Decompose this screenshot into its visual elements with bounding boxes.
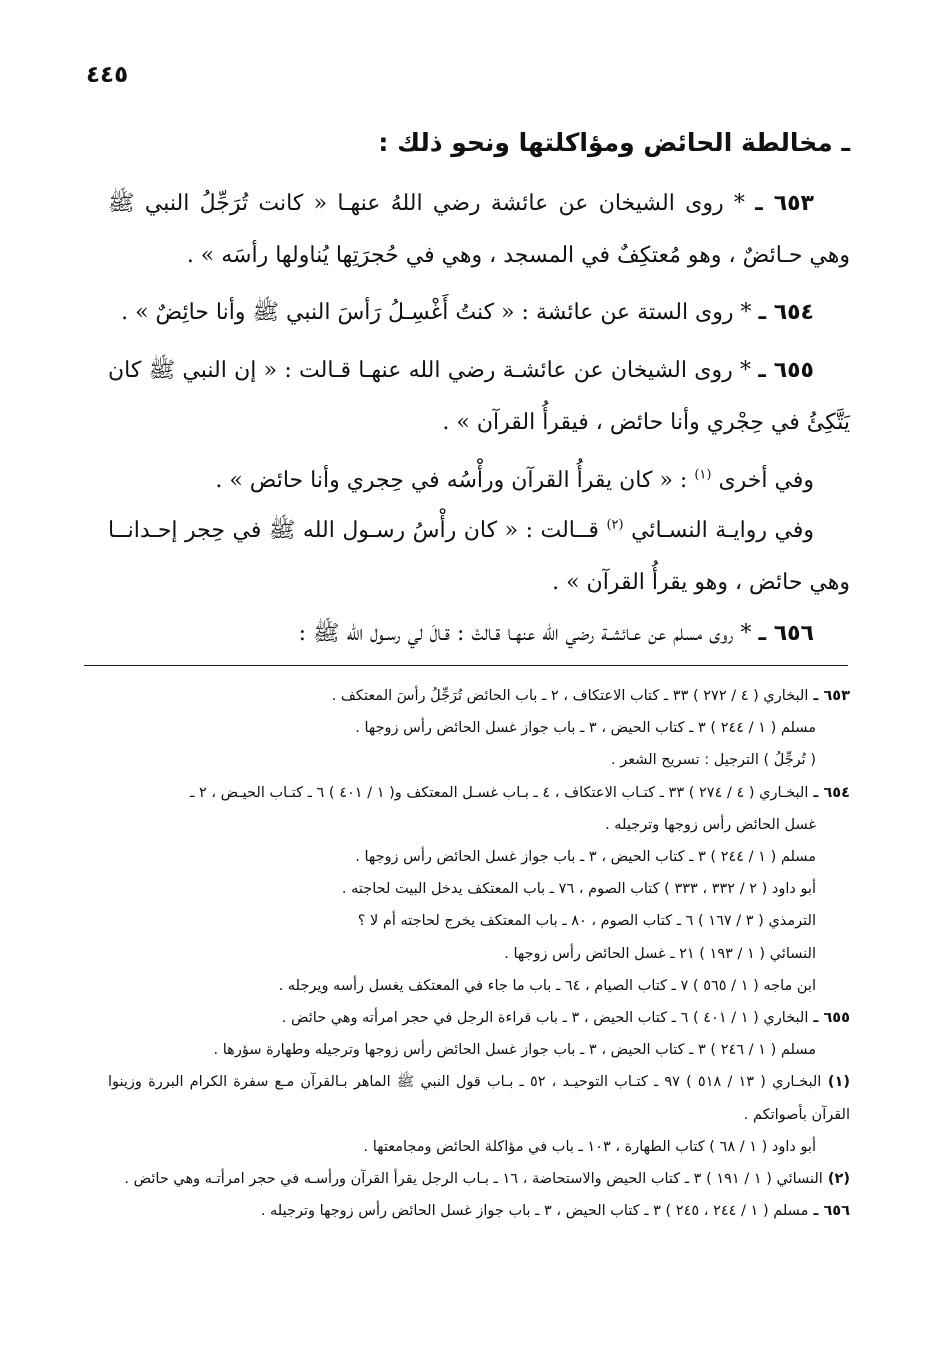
- footnote-text: ( تُرجِّلُ ) الترجيل : تسريح الشعر .: [611, 752, 816, 769]
- hadith-number: ٦٥٤ ـ: [758, 300, 814, 325]
- footnote-text: النسائي ( ١ / ١٩١ ) ٣ ـ كتاب الحيض والاستحاضة ، ١٦ ـ بـاب الرجل يقرأ القرآن ورأسـه في حجر امرأتـه وهي حائض .: [124, 1171, 823, 1188]
- footnote-line: [108, 1066, 850, 1130]
- other-narration: [108, 455, 850, 507]
- footnote-text: أبو داود ( ٢ / ٣٣٢ ، ٣٣٣ ) كتاب الصوم ، ٧٦ ـ باب المعتكف يدخل البيت لحاجته .: [341, 881, 816, 898]
- hadith-number: ٦٥٦ ـ: [758, 621, 814, 646]
- footnote-line: [108, 777, 850, 809]
- footnote-line: [108, 938, 850, 970]
- footnote-text: أبو داود ( ١ / ٦٨ ) كتاب الطهارة ، ١٠٣ ـ باب في مؤاكلة الحائض ومجامعتها .: [363, 1138, 816, 1155]
- footnote-line: [108, 1002, 850, 1034]
- footnote-line: [108, 970, 850, 1002]
- narration-intro: وفي روايـة النسـائي: [631, 518, 814, 543]
- footnote-text: ابن ماجه ( ١ / ٥٦٥ ) ٧ ـ كتاب الصيام ، ٦٤ ـ باب ما جاء في المعتكف يغسل رأسه ويرجله .: [278, 977, 816, 994]
- footnote-text: البخاري ( ١ / ٤٠١ ) ٦ ـ كتاب الحيض ، ٣ ـ باب قراءة الرجل في حجر امرأته وهي حائض .: [281, 1010, 809, 1027]
- footnote-ref: (٢): [606, 517, 624, 533]
- footnote-line: [108, 841, 850, 873]
- hadith-text: * روى مسلم عن عـائشـة رضي الله عنهـا قـالتْ : قـالَ لي رسـول الله ﷺ :: [298, 621, 752, 646]
- footnote-line: [108, 809, 850, 841]
- footnote-text: الترمذي ( ٣ / ١٦٧ ) ٦ ـ كتاب الصوم ، ٨٠ ـ باب المعتكف يخرج لحاجته أم لا ؟: [357, 913, 816, 930]
- narration-text: : « كان يقرأُ القرآن ورأْسُه في حِجري وأنا حائض » .: [215, 468, 688, 493]
- footnote-text: مسلم ( ١ / ٢٤٤ ) ٣ ـ كتاب الحيض ، ٣ ـ باب جواز غسل الحائض رأس زوجها .: [355, 849, 816, 866]
- narration-intro: وفي أخرى: [718, 468, 814, 493]
- footnote-line: [108, 1034, 850, 1066]
- footnote-text: البخـاري ( ٤ / ٢٧٤ ) ٣٣ ـ كتـاب الاعتكاف ، ٤ ـ بـاب غسـل المعتكف و( ١ / ٤٠١ ) ٦ ـ كتـاب الحيـض ، ٢ ـ: [190, 784, 809, 801]
- hadith-655: [108, 345, 850, 449]
- nasai-narration: [108, 505, 850, 609]
- footnote-line: [108, 873, 850, 905]
- hadith-text: * روى الستة عن عائشة : « كنتُ أَغْسِـلُ رَأسَ النبي ﷺ وأنا حائِضٌ » .: [121, 300, 752, 325]
- footnote-text: البخـاري ( ١٣ / ٥١٨ ) ٩٧ ـ كتـاب التوحيـد ، ٥٢ ـ بـاب قول النبي ﷺ الماهر بـالقرآن مـع سفرة الكرام البررة وزينوا القرآن بأصواتكم .: [108, 1074, 850, 1123]
- footnote-number: (٢): [822, 1171, 850, 1188]
- hadith-text: * روى الشيخان عن عائشـة رضي الله عنهـا قـالت : « إن النبي ﷺ كان يَتَّكِئُ في حِجْري وأنا حائض ، فيقرأُ القرآن » .: [108, 358, 850, 435]
- footnote-line: [108, 712, 850, 744]
- footnote-text: مسلم ( ١ / ٢٤٤ ، ٢٤٥ ) ٣ ـ كتاب الحيض ، ٣ ـ باب جواز غسل الحائض رأس زوجها وترجيله .: [260, 1203, 809, 1220]
- footnote-line: [108, 1163, 850, 1195]
- footnote-line: [108, 905, 850, 937]
- footnote-line: [108, 744, 850, 776]
- footnote-separator: [84, 665, 848, 666]
- footnote-ref: (١): [694, 467, 712, 483]
- section-title: ـ مخالطة الحائض ومؤاكلتها ونحو ذلك :: [378, 128, 850, 157]
- narration-text: قــالت : « كان رأْسُ رسـول الله ﷺ في حِجر إحـدانــا وهي حائض ، وهو يقرأُ القرآن » .: [108, 518, 850, 595]
- footnote-number: ٦٥٥ ـ: [808, 1010, 850, 1027]
- footnote-line: [108, 1131, 850, 1163]
- footnote-number: ٦٥٣ ـ: [808, 688, 850, 704]
- footnote-number: ٦٥٦ ـ: [808, 1203, 850, 1220]
- hadith-number: ٦٥٣ ـ: [755, 191, 814, 216]
- hadith-number: ٦٥٥ ـ: [758, 358, 814, 383]
- footnote-text: مسلم ( ١ / ٢٤٤ ) ٣ ـ كتاب الحيض ، ٣ ـ باب جواز غسل الحائض رأس زوجها .: [355, 720, 816, 737]
- hadith-656: [108, 608, 850, 660]
- footnote-line: [108, 680, 850, 712]
- footnote-text: البخاري ( ٤ / ٢٧٢ ) ٣٣ ـ كتاب الاعتكاف ، ٢ ـ باب الحائض تُرَجِّلُ رأسَ المعتكف .: [331, 688, 809, 704]
- hadith-653: [108, 178, 850, 282]
- hadith-654: [108, 287, 850, 339]
- footnote-number: (١): [821, 1074, 851, 1091]
- footnote-line: [108, 1195, 850, 1227]
- footnote-text: النسائي ( ١ / ١٩٣ ) ٢١ ـ غسل الحائض رأس زوجها .: [504, 945, 816, 962]
- footnote-text: مسلم ( ١ / ٢٤٦ ) ٣ ـ كتاب الحيض ، ٣ ـ باب جواز غسل الحائض رأس زوجها وترجيله وطهارة سؤرها .: [213, 1042, 816, 1059]
- footnotes: [108, 680, 850, 1227]
- footnote-text: غسل الحائض رأس زوجها وترجيله .: [605, 816, 816, 833]
- hadith-text: * روى الشيخان عن عائشة رضي اللهُ عنهـا « كانت تُرَجِّلُ النبي ﷺ وهي حـائضٌ ، وهو مُعتكِفٌ في المسجد ، وهي في حُجرَتِها يُناولها رأسَه » .: [108, 191, 850, 268]
- page-number: ٤٤٥: [86, 62, 129, 88]
- footnote-number: ٦٥٤ ـ: [808, 784, 850, 801]
